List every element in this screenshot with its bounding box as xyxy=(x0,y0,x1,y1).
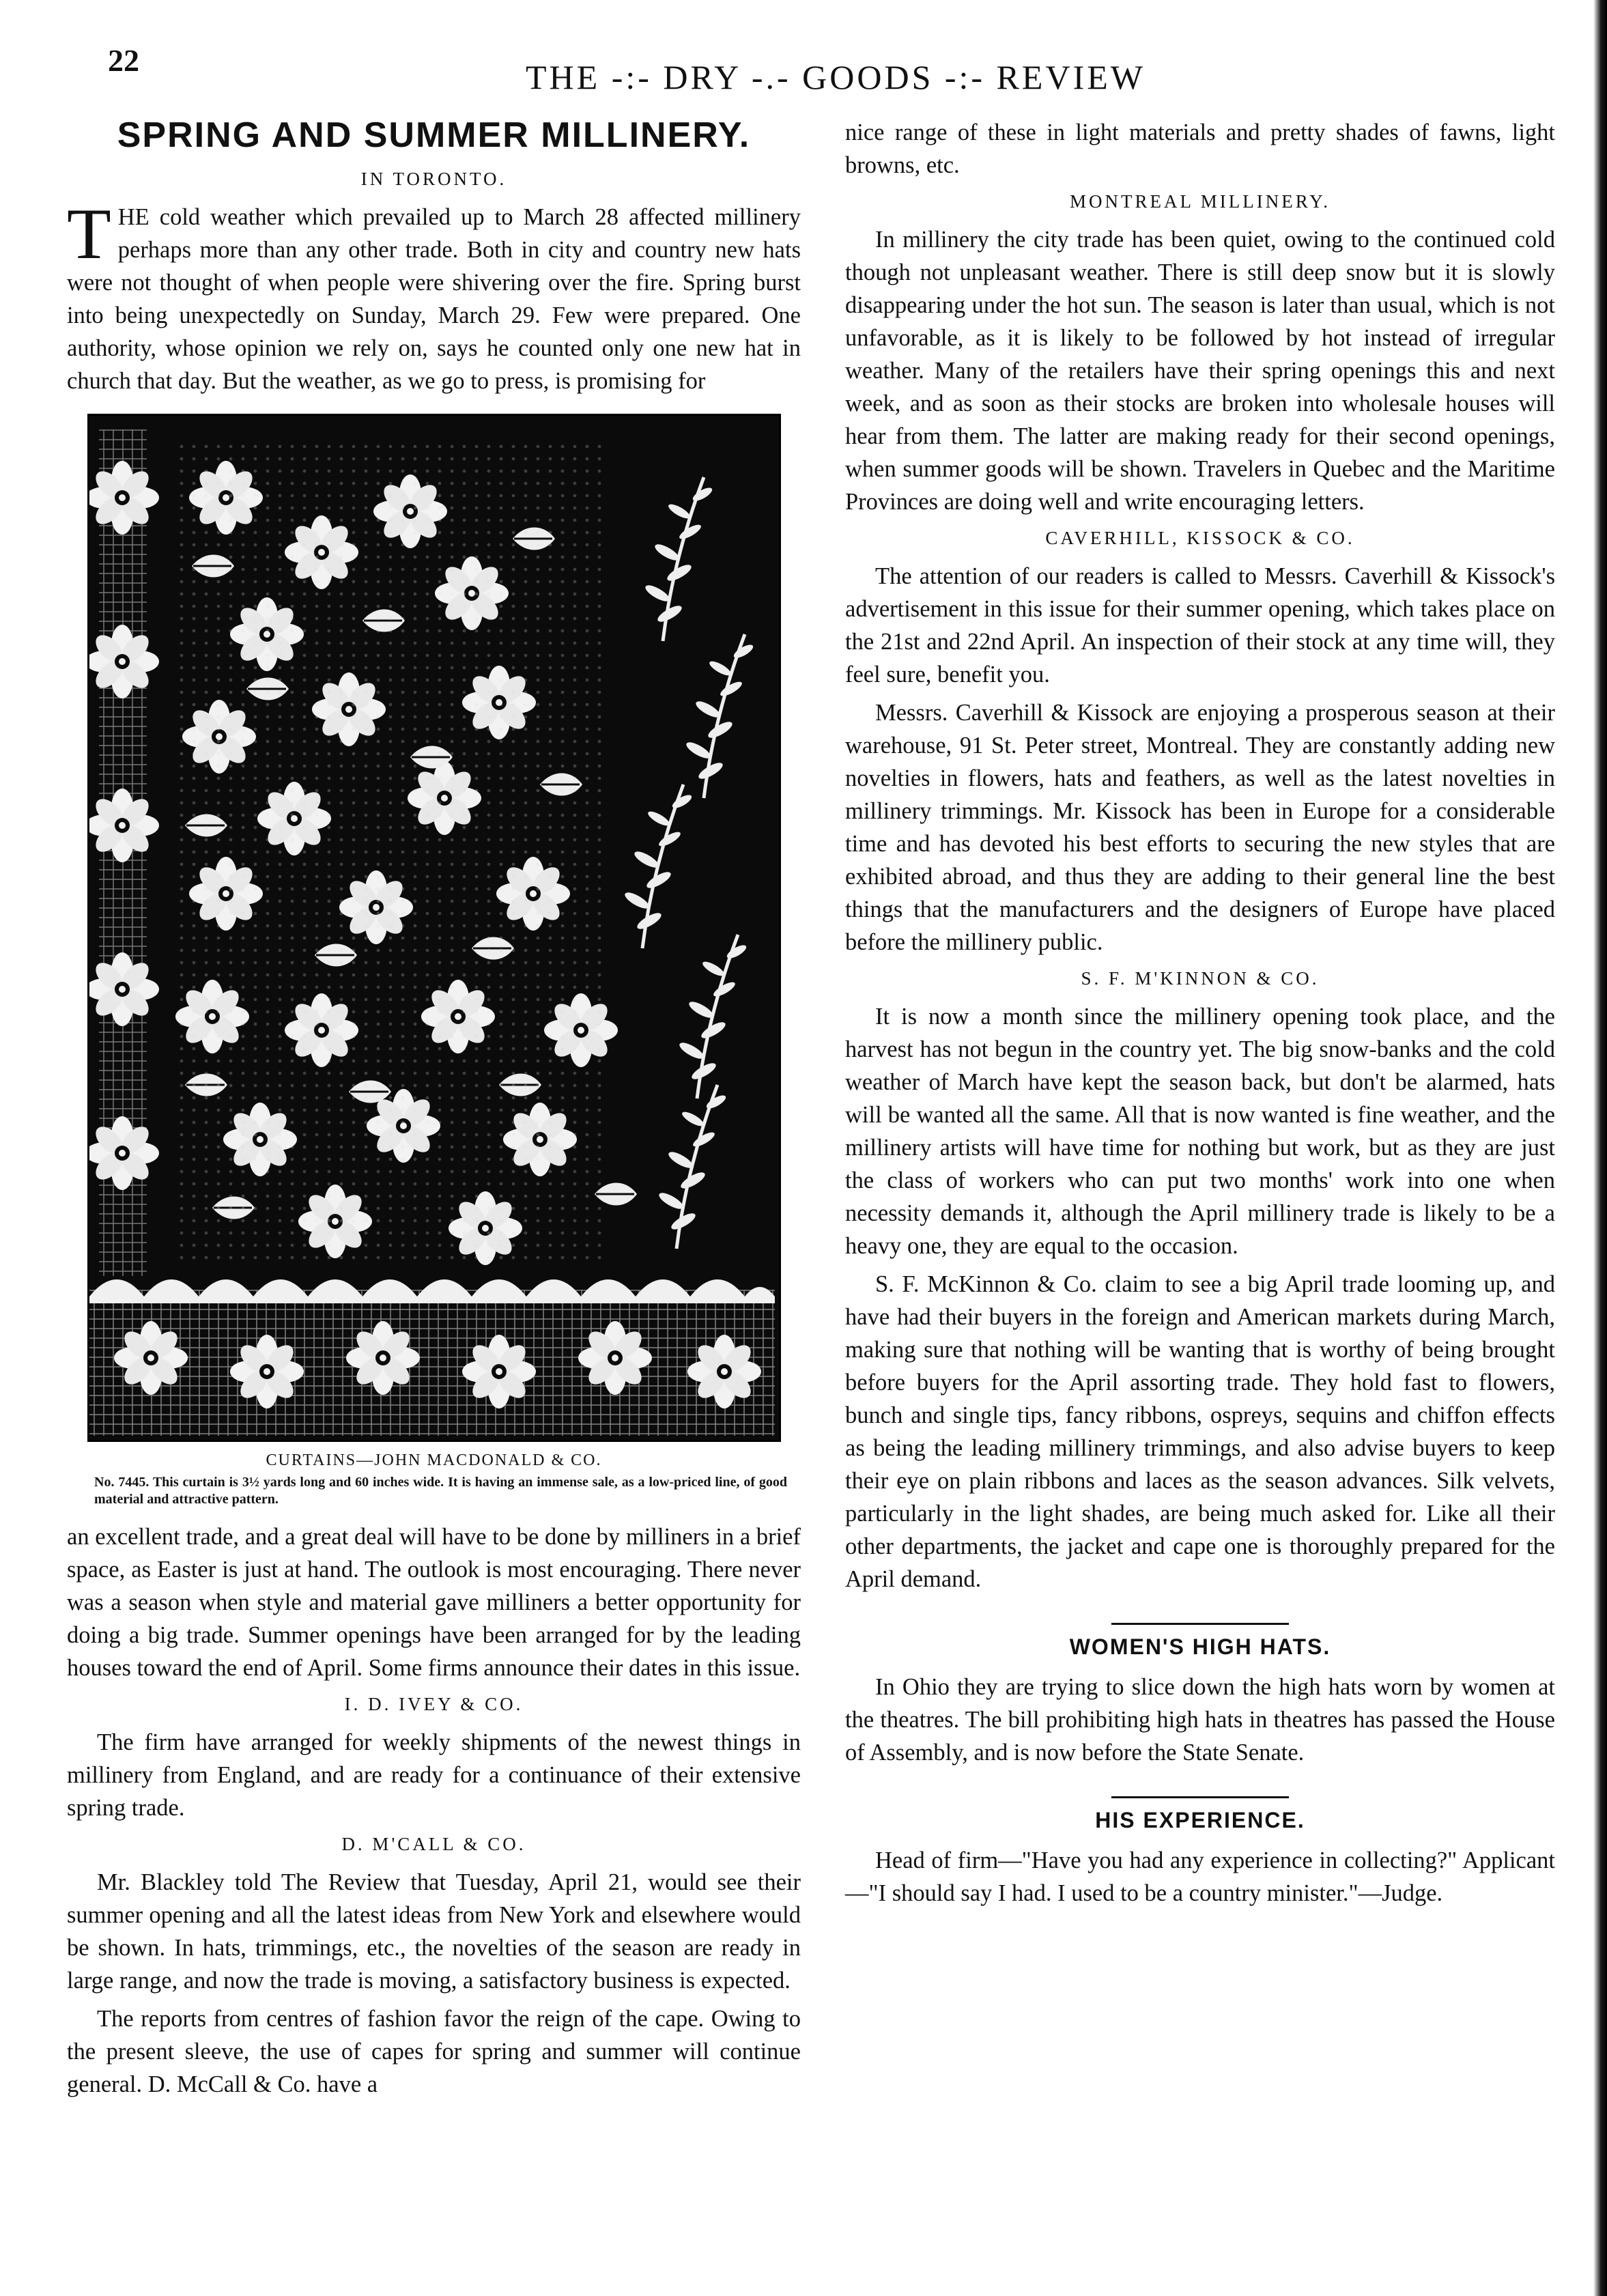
intro-paragraph xyxy=(67,194,801,397)
page-edge-shadow xyxy=(1593,0,1607,2296)
figure-caption-title: CURTAINS—JOHN MACDONALD & CO. xyxy=(266,1451,602,1470)
womens-high-hats-text: In Ohio they are trying to slice down the high hats worn by women at the theatres. The bill prohibiting high hats in theatres has passed the House of Assembly, and is now before the State Senate. xyxy=(845,1674,1555,1766)
his-experience-heading: HIS EXPERIENCE. xyxy=(1095,1808,1305,1832)
section-heading-ivey: I. D. IVEY & CO. xyxy=(344,1694,524,1715)
drop-cap: T xyxy=(67,194,111,274)
section-paragraph: The attention of our readers is called to Messrs. Caverhill & Kissock's advertisement in this issue for their summer opening, which takes place on the 21st and 22nd April. An inspection of their stock at any time will, they feel sure, benefit you. xyxy=(845,563,1555,688)
page-number: 22 xyxy=(108,43,139,78)
section-paragraph: It is now a month since the millinery opening took place, and the harvest has not begun in the country yet. The big snow-banks and the cold weather of March have kept the season back, but don't be alarmed, hats will be wanted all the same. All that is now wanted is fine weather, and the millinery artists will have time for nothing but work, but as they are just the class of workers who can put two months' work into one when necessity demands it, although the April millinery trade is likely to be a heavy one, they are equal to the occasion. xyxy=(845,1004,1555,1259)
womens-high-hats-heading: WOMEN'S HIGH HATS. xyxy=(1069,1634,1331,1659)
section-paragraph: The firm have arranged for weekly shipments of the newest things in millinery from England, and are ready for a continuance of their extensive spring trade. xyxy=(67,1729,801,1822)
section-divider xyxy=(1111,1623,1289,1625)
article-title: SPRING AND SUMMER MILLINERY. xyxy=(117,115,751,155)
section-heading-mccall: D. M'CALL & CO. xyxy=(341,1834,526,1855)
intro-text: HE cold weather which prevailed up to March 28 affected millinery perhaps more than any other trade. Both in city and country new hats were not thought of when people were shivering over the fire. Spring burst into being unexpectedly on Sunday, March 29. Few were prepared. One authority, whose opinion we rely on, says he counted only one new hat in church that day. But the weather, as we go to press, is promising for xyxy=(67,204,801,395)
left-column xyxy=(67,116,801,2106)
section-heading-mckinnon: S. F. M'KINNON & CO. xyxy=(1081,968,1320,989)
section-paragraph: Messrs. Caverhill & Kissock are enjoying a prosperous season at their warehouse, 91 St. Peter street, Montreal. They are constantly adding new novelties in flowers, hats and feathers, as well as the latest novelties in millinery trimmings. Mr. Kissock has been in Europe for a considerable time and has devoted his best efforts to securing the new styles that are exhibited abroad, and thus they are adding to their general line the best things that the manufacturers and the designers of Europe have placed before the millinery public. xyxy=(845,700,1555,955)
section-paragraph: In millinery the city trade has been quiet, owing to the continued cold though not unpleasant weather. There is still deep snow but it is slowly disappearing under the hot sun. The season is later than usual, which is not unfavorable, as it is likely to be followed by hot instead of irregular weather. Many of the retailers have their spring openings this and next week, and as soon as their stocks are broken into wholesale houses will hear from them. The latter are making ready for their second openings, when summer goods will be shown. Travelers in Quebec and the Maritime Provinces are doing well and write encouraging letters. xyxy=(845,227,1555,515)
section-paragraph: The reports from centres of fashion favor the reign of the cape. Owing to the present sleeve, the use of capes for spring and summer will continue general. D. McCall & Co. have a xyxy=(67,2006,801,2098)
section-heading-caverhill: CAVERHILL, KISSOCK & CO. xyxy=(1045,528,1355,548)
right-column xyxy=(845,116,1555,1915)
article-subhead: IN TORONTO. xyxy=(360,169,507,190)
curtain-illustration xyxy=(87,414,781,1442)
section-divider xyxy=(1111,1796,1289,1798)
lace-curtain-pattern xyxy=(89,416,775,1436)
section-paragraph: Mr. Blackley told The Review that Tuesday, April 21, would see their summer opening and all the latest ideas from New York and elsewhere would be shown. In hats, trimmings, etc., the novelties of the season are ready in large range, and now the trade is moving, a satisfactory business is expected. xyxy=(67,1869,801,1994)
his-experience-text: Head of firm—"Have you had any experience in collecting?" Applicant—"I should say I had. I used to be a country minister."—Judge. xyxy=(845,1847,1555,1906)
figure-caption-text: No. 7445. This curtain is 3½ yards long and 60 inches wide. It is having an immense sale, as a low-priced line, of good material and attractive pattern. xyxy=(94,1475,787,1507)
running-title: THE -:- DRY -.- GOODS -:- REVIEW xyxy=(526,58,1146,96)
intro-continuation: an excellent trade, and a great deal will have to be done by milliners in a brief space, as Easter is just at hand. The outlook is most encouraging. There never was a season when style and material gave milliners a better opportunity for doing a big trade. Summer openings have been arranged for by the leading houses toward the end of April. Some firms announce their dates in this issue. xyxy=(67,1524,801,1682)
right-column-continuation: nice range of these in light materials and pretty shades of fawns, light browns, etc. xyxy=(845,119,1555,178)
section-paragraph: S. F. McKinnon & Co. claim to see a big April trade looming up, and have had their buyers in the foreign and American markets during March, making sure that nothing will be wanting that is worthy of being brought before buyers for the April assorting trade. They hold fast to flowers, bunch and single tips, fancy ribbons, ospreys, sequins and chiffon effects as being the leading millinery trimmings, and also advise buyers to keep their eye on plain ribbons and laces as the season advances. Silk velvets, particularly in the light shades, are being much asked for. Like all their other departments, the jacket and cape one is thoroughly prepared for the April demand. xyxy=(845,1271,1555,1592)
section-heading-montreal: MONTREAL MILLINERY. xyxy=(1070,191,1331,212)
